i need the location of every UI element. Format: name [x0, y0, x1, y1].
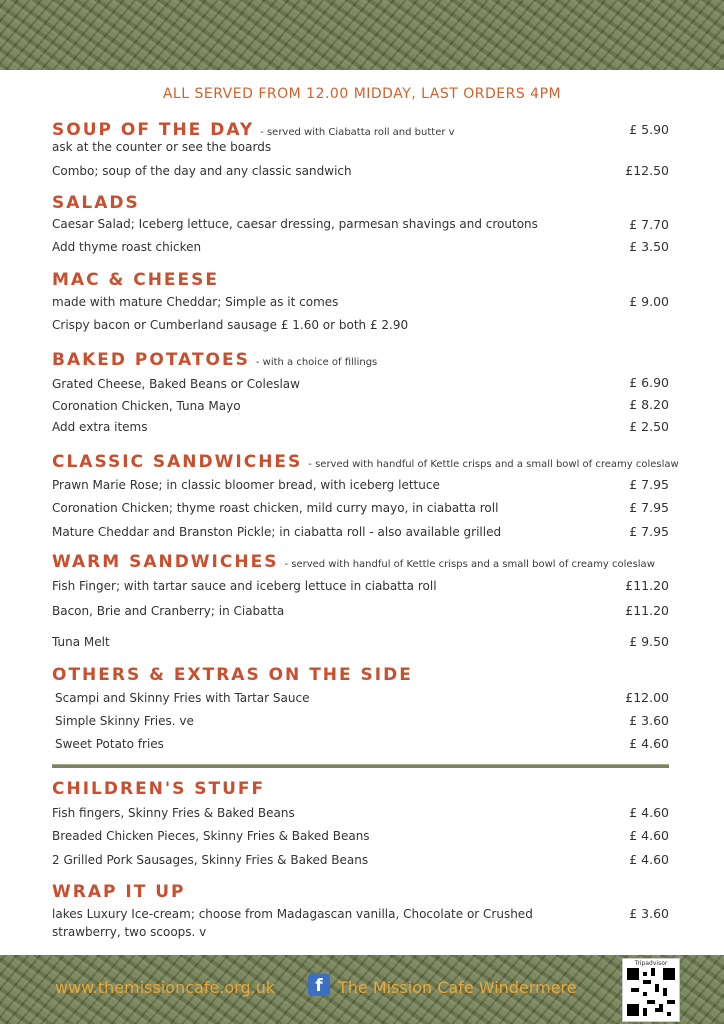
- menu-price: £ 3.50: [629, 239, 669, 254]
- menu-price: £ 9.50: [629, 634, 669, 649]
- section-note: - served with Ciabatta roll and butter v: [260, 127, 455, 138]
- menu-item: 2 Grilled Pork Sausages, Skinny Fries & Baked Beans: [52, 853, 369, 867]
- section-title-salads: SALADS: [52, 193, 140, 213]
- section-note: - with a choice of fillings: [255, 357, 378, 368]
- menu-price: £11.20: [625, 578, 669, 593]
- section-title-classic-sandwiches: [52, 452, 679, 472]
- section-title-warm-sandwiches: [52, 552, 655, 572]
- menu-price: £11.20: [625, 603, 669, 618]
- section-divider: [52, 764, 669, 768]
- menu-price: £ 7.95: [629, 500, 669, 515]
- menu-item: Mature Cheddar and Branston Pickle; in ciabatta roll - also available grilled: [52, 525, 502, 539]
- menu-price: £ 8.20: [629, 397, 669, 412]
- top-texture-band: [0, 0, 724, 70]
- facebook-page-name[interactable]: The Mission Cafe Windermere: [338, 978, 577, 997]
- website-link[interactable]: www.themissioncafe.org.uk: [55, 978, 276, 997]
- menu-price: £ 7.70: [629, 217, 669, 232]
- menu-price: £ 6.90: [629, 375, 669, 390]
- menu-price: £ 4.60: [629, 828, 669, 843]
- menu-price: £12.00: [625, 690, 669, 705]
- serving-times-note: ALL SERVED FROM 12.00 MIDDAY, LAST ORDERS 4PM: [162, 86, 562, 102]
- menu-price: £ 4.60: [629, 736, 669, 751]
- menu-price: £ 2.50: [629, 419, 669, 434]
- section-note: - served with handful of Kettle crisps and a small bowl of creamy coleslaw: [308, 459, 679, 470]
- section-title-text: WARM SANDWICHES: [52, 552, 279, 572]
- menu-item: lakes Luxury Ice-cream; choose from Madagascan vanilla, Chocolate or Crushed: [52, 907, 533, 921]
- menu-item: Crispy bacon or Cumberland sausage £ 1.60 or both £ 2.90: [52, 318, 409, 332]
- facebook-icon[interactable]: f: [308, 974, 330, 996]
- section-title-mac-cheese: MAC & CHEESE: [52, 270, 219, 290]
- menu-item: Simple Skinny Fries. ve: [55, 714, 194, 728]
- menu-item: made with mature Cheddar; Simple as it comes: [52, 295, 339, 309]
- menu-item: Grated Cheese, Baked Beans or Coleslaw: [52, 377, 300, 391]
- menu-item: Prawn Marie Rose; in classic bloomer bread, with iceberg lettuce: [52, 478, 440, 492]
- menu-price: £ 5.90: [629, 122, 669, 137]
- section-note: - served with handful of Kettle crisps and a small bowl of creamy coleslaw: [284, 559, 655, 570]
- menu-price: £12.50: [625, 163, 669, 178]
- menu-price: £ 4.60: [629, 805, 669, 820]
- menu-price: £ 3.60: [629, 906, 669, 921]
- section-title-text: BAKED POTATOES: [52, 350, 250, 370]
- section-title-wrap-it-up: WRAP IT UP: [52, 882, 186, 902]
- menu-item: Fish Finger; with tartar sauce and iceberg lettuce in ciabatta roll: [52, 579, 437, 593]
- menu-item: Add thyme roast chicken: [52, 240, 202, 254]
- section-title-baked-potatoes: [52, 350, 377, 370]
- menu-item: Caesar Salad; Iceberg lettuce, caesar dressing, parmesan shavings and croutons: [52, 217, 538, 231]
- tripadvisor-qr-code[interactable]: [622, 958, 680, 1022]
- menu-item: Bacon, Brie and Cranberry; in Ciabatta: [52, 604, 285, 618]
- menu-item: Coronation Chicken, Tuna Mayo: [52, 399, 241, 413]
- menu-price: £ 4.60: [629, 852, 669, 867]
- menu-item: Tuna Melt: [52, 635, 110, 649]
- section-title-text: CLASSIC SANDWICHES: [52, 452, 303, 472]
- qr-label: Tripadvisor: [634, 960, 668, 967]
- menu-item: strawberry, two scoops. v: [52, 925, 207, 939]
- section-title-soup: [52, 120, 455, 140]
- menu-item: Scampi and Skinny Fries with Tartar Sauce: [55, 691, 310, 705]
- menu-item: Breaded Chicken Pieces, Skinny Fries & Baked Beans: [52, 829, 370, 843]
- menu-item: Combo; soup of the day and any classic sandwich: [52, 164, 352, 178]
- menu-item: Add extra items: [52, 420, 148, 434]
- menu-price: £ 9.00: [629, 294, 669, 309]
- menu-price: £ 7.95: [629, 477, 669, 492]
- menu-item: ask at the counter or see the boards: [52, 140, 272, 154]
- section-title-others-extras: OTHERS & EXTRAS ON THE SIDE: [52, 665, 413, 685]
- qr-code-icon: [627, 968, 675, 1016]
- section-title-childrens-stuff: CHILDREN'S STUFF: [52, 779, 266, 799]
- section-title-text: SOUP OF THE DAY: [52, 120, 255, 140]
- menu-item: Sweet Potato fries: [55, 737, 164, 751]
- menu-price: £ 7.95: [629, 524, 669, 539]
- menu-price: £ 3.60: [629, 713, 669, 728]
- menu-item: Fish fingers, Skinny Fries & Baked Beans: [52, 806, 295, 820]
- menu-item: Coronation Chicken; thyme roast chicken, mild curry mayo, in ciabatta roll: [52, 501, 499, 515]
